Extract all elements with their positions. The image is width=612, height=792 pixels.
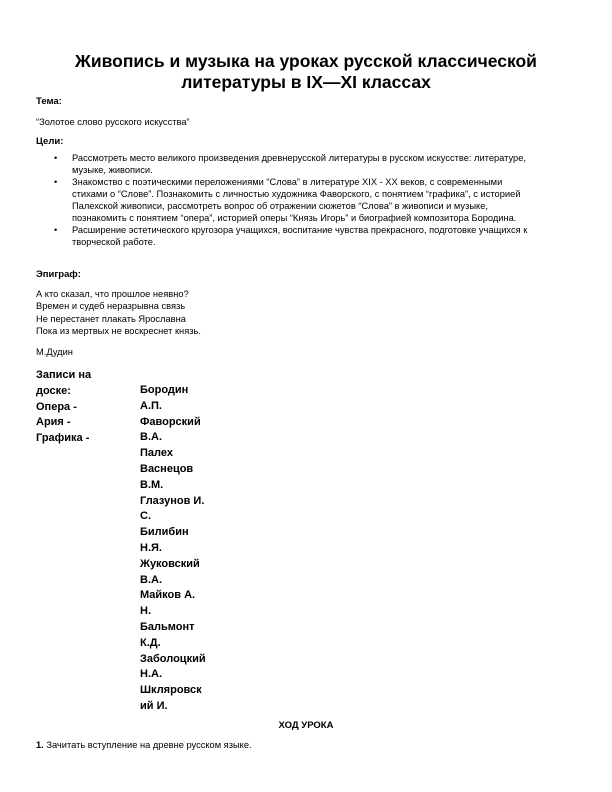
- goal-line: Палехской живописи, рассмотреть вопрос об отражении сюжетов “Слова” в живописи и музыке,: [72, 201, 488, 211]
- goal-line: творческой работе.: [72, 237, 156, 247]
- goal-line: Рассмотреть место великого произведения древнерусской литературы в русском искусстве: литературе,: [72, 153, 526, 163]
- step-number: 1.: [36, 740, 44, 750]
- goal-line: стихами о “Слове”. Познакомить с личностью художника Фаворского, с понятием “графика”, с историей: [72, 189, 521, 199]
- board-name: ий И.: [140, 699, 168, 712]
- board-label: Графика -: [36, 432, 90, 445]
- epigraph-line: Времен и судеб неразрывна связь: [36, 301, 186, 312]
- goal-line: музыке, живописи.: [72, 165, 153, 175]
- board-name: Майков А.: [140, 589, 196, 602]
- board-name: К.Д.: [140, 636, 161, 649]
- bullet-icon: •: [54, 177, 58, 187]
- goals-label: Цели:: [36, 136, 64, 147]
- title-line-1: Живопись и музыка на уроках русской классической: [75, 51, 537, 71]
- epigraph-author: М.Дудин: [36, 347, 73, 357]
- epigraph: [36, 288, 201, 338]
- theme-value: “Золотое слово русского искусства”: [36, 117, 190, 127]
- bullet-icon: •: [54, 153, 58, 163]
- board-name: Н.Я.: [140, 541, 162, 554]
- epigraph-line: Не перестанет плакать Ярославна: [36, 313, 186, 324]
- board-name: Н.: [140, 605, 151, 618]
- goal-line: Расширение эстетического кругозора учащихся, воспитание чувства прекрасного, подготовке учащихся к: [72, 225, 528, 235]
- board-names: [140, 383, 210, 715]
- board-name: В.А.: [140, 431, 162, 444]
- board-name: Шкляровск: [140, 684, 202, 697]
- document-title: [36, 51, 576, 93]
- board-label: Записи на: [36, 369, 92, 381]
- theme-label: Тема:: [36, 96, 62, 107]
- board-labels: [36, 368, 116, 447]
- board-name: В.М.: [140, 478, 164, 491]
- board-name: Жуковский: [140, 557, 200, 570]
- board-label: доске:: [36, 384, 71, 397]
- board-name: А.П.: [140, 399, 162, 412]
- board-name: В.А.: [140, 573, 162, 586]
- lesson-step: [36, 739, 252, 751]
- epigraph-label: Эпиграф:: [36, 269, 81, 280]
- board-name: Васнецов: [140, 462, 194, 475]
- goal-item: [36, 152, 581, 176]
- lesson-heading: ХОД УРОКА: [278, 720, 334, 731]
- epigraph-line: Пока из мертвых не воскреснет князь.: [36, 326, 201, 337]
- bullet-icon: •: [54, 225, 58, 235]
- goals-list: [36, 152, 581, 248]
- board-name: С.: [140, 510, 151, 523]
- board-name: Заболоцкий: [140, 652, 206, 665]
- title-line-2: литературы в IX—XI классах: [181, 72, 431, 92]
- board-label: Опера -: [36, 400, 77, 413]
- board-name: Палех: [140, 447, 173, 460]
- goal-line: Знакомство с поэтическими переложениями “Слова” в литературе XIX - XX веков, с современными: [72, 177, 503, 187]
- step-text: Зачитать вступление на древне русском языке.: [43, 740, 252, 750]
- epigraph-line: А кто сказал, что прошлое неявно?: [36, 289, 189, 299]
- goal-item: [36, 224, 581, 248]
- board-name: Бальмонт: [140, 620, 195, 633]
- board-name: Билибин: [140, 526, 189, 539]
- board-name: Бородин: [140, 384, 189, 396]
- board-name: Фаворский: [140, 415, 201, 428]
- board-name: Глазунов И.: [140, 494, 205, 507]
- goal-line: познакомить с понятием “опера”, историей оперы “Князь Игорь” и биографией композитора Бородина.: [72, 213, 517, 223]
- board-name: Н.А.: [140, 668, 162, 681]
- goal-item: [36, 176, 581, 224]
- board-label: Ария -: [36, 416, 71, 429]
